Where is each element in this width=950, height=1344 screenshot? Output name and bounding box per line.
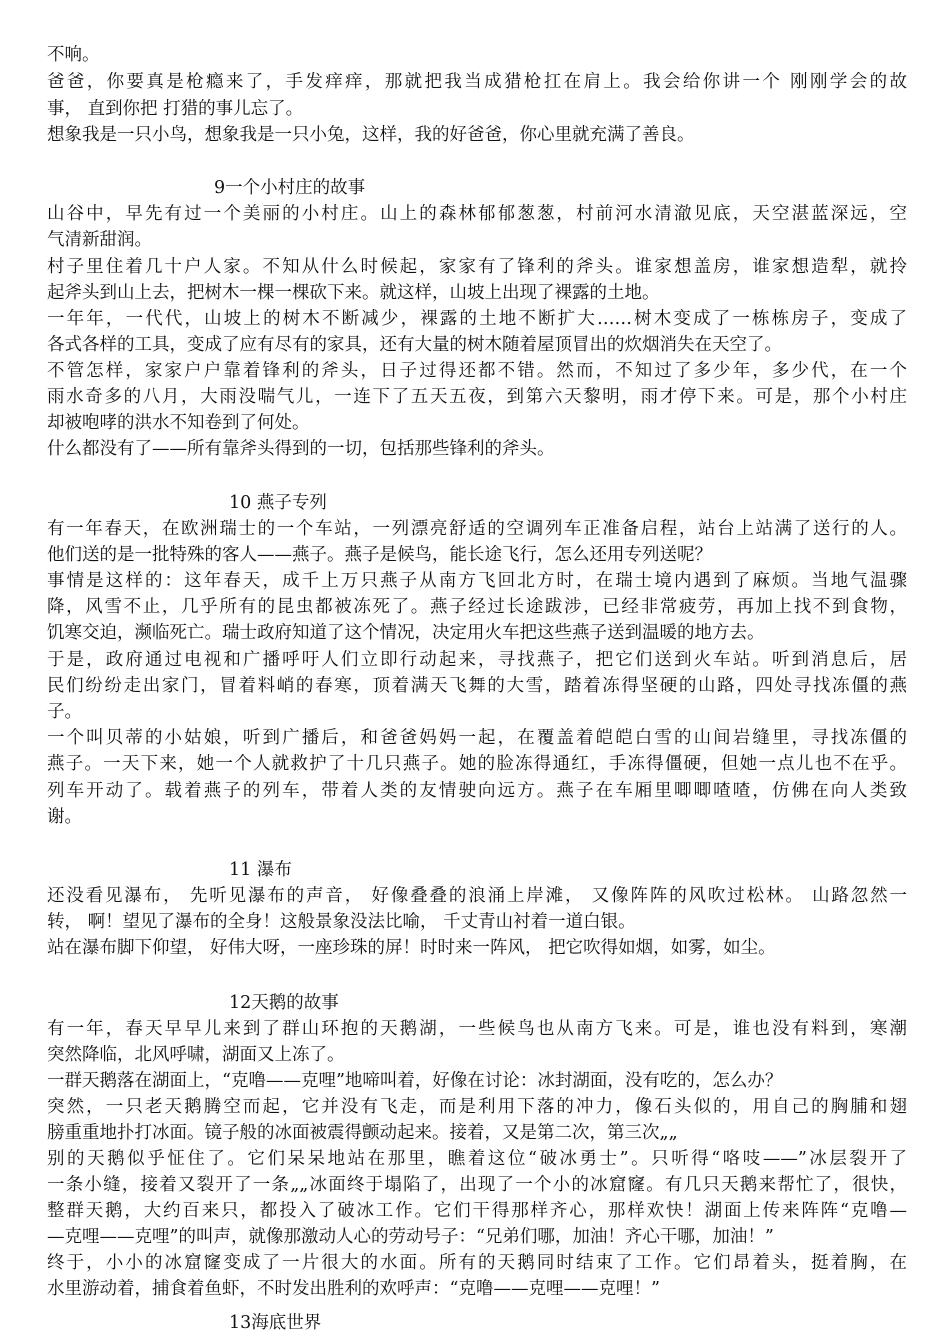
text-line: 列车开动了。载着燕子的列车，带着人类的友情驶向远方。燕子在车厢里唧唧喳喳，仿佛在向人类致 <box>47 781 907 801</box>
text-line: 整群天鹅，大约百来只，都投入了破冰工作。它们干得那样齐心，那样欢快！湖面上传来阵阵“克噜— <box>47 1201 907 1221</box>
text-line: 爸爸，你要真是枪瘾来了，手发痒痒，那就把我当成猎枪扛在肩上。我会给你讲一个 刚刚学会的故 <box>47 72 907 92</box>
text-line: 一群天鹅落在湖面上，“克噜——克哩”地啼叫着，好像在讨论：冰封湖面，没有吃的，怎么办？ <box>47 1071 783 1091</box>
section-title: 12天鹅的故事 <box>229 993 339 1013</box>
text-line: 他们送的是一批特殊的客人——燕子。燕子是候鸟，能长途飞行，怎么还用专列送呢？ <box>47 545 712 565</box>
text-line: 山谷中，早先有过一个美丽的小村庄。山上的森林郁郁葱葱，村前河水清澈见底，天空湛蓝深远，空 <box>47 204 907 224</box>
section-title: 11 瀑布 <box>229 860 292 880</box>
text-line: 终于，小小的冰窟窿变成了一片很大的水面。所有的天鹅同时结束了工作。它们昂着头，挺着胸，在 <box>47 1253 907 1273</box>
text-line: 降，风雪不止，几乎所有的昆虫都被冻死了。燕子经过长途跋涉，已经非常疲劳，再加上找不到食物， <box>47 597 907 617</box>
text-line: 谢。 <box>47 807 82 827</box>
text-line: 突然降临，北风呼啸，湖面又上冻了。 <box>47 1045 345 1065</box>
text-line: 燕子。一天下来，她一个人就救护了十几只燕子。她的脸冻得通红，手冻得僵硬，但她一点儿也不在乎。 <box>47 754 907 774</box>
text-line: 有一年春天，在欧洲瑞士的一个车站，一列漂亮舒适的空调列车正准备启程，站台上站满了送行的人。 <box>47 519 907 539</box>
text-line: 村子里住着几十户人家。不知从什么时候起，家家有了锋利的斧头。谁家想盖房，谁家想造犁，就拎 <box>47 257 907 277</box>
text-line: 雨水奇多的八月，大雨没喘气儿，一连下了五天五夜，到第六天黎明，雨才停下来。可是，那个小村庄 <box>47 387 907 407</box>
text-line: 事情是这样的：这年春天，成千上万只燕子从南方飞回北方时，在瑞士境内遇到了麻烦。当地气温骤 <box>47 571 907 591</box>
text-line: 子。 <box>47 702 82 722</box>
text-line: 别的天鹅似乎怔住了。它们呆呆地站在那里，瞧着这位“破冰勇士”。只听得“咯吱——”冰层裂开了 <box>47 1149 907 1169</box>
text-line: 起斧头到山上去，把树木一棵一棵砍下来。就这样，山坡上出现了裸露的土地。 <box>47 283 660 303</box>
text-line: 一条小缝，接着又裂开了一条„„冰面终于塌陷了，出现了一个小的冰窟窿。有几只天鹅来帮忙了，很快， <box>47 1175 907 1195</box>
text-line: 一个叫贝蒂的小姑娘，听到广播后，和爸爸妈妈一起，在覆盖着皑皑白雪的山间岩缝里，寻找冻僵的 <box>47 728 907 748</box>
text-line: 气清新甜润。 <box>47 230 152 250</box>
text-line: 什么都没有了——所有靠斧头得到的一切，包括那些锋利的斧头。 <box>47 439 555 459</box>
text-line: 饥寒交迫，濒临死亡。瑞士政府知道了这个情况，决定用火车把这些燕子送到温暖的地方去。 <box>47 623 765 643</box>
text-line: 还没看见瀑布， 先听见瀑布的声音， 好像叠叠的浪涌上岸滩， 又像阵阵的风吹过松林。 山路忽然一 <box>47 886 907 906</box>
section-title: 13海底世界 <box>229 1313 322 1333</box>
text-line: 有一年，春天早早儿来到了群山环抱的天鹅湖，一些候鸟也从南方飞来。可是，谁也没有料到，寒潮 <box>47 1019 907 1039</box>
text-line: 于是，政府通过电视和广播呼吁人们立即行动起来，寻找燕子，把它们送到火车站。听到消息后，居 <box>47 650 907 670</box>
text-line: 不响。 <box>47 45 100 65</box>
text-line: 民们纷纷走出家门，冒着料峭的春寒，顶着满天飞舞的大雪，踏着冻得坚硬的山路，四处寻找冻僵的燕 <box>47 676 907 696</box>
text-line: 事， 直到你把 打猎的事儿忘了。 <box>47 99 304 119</box>
text-line: 想象我是一只小鸟，想象我是一只小兔，这样，我的好爸爸，你心里就充满了善良。 <box>47 125 695 145</box>
text-line: 膀重重地扑打冰面。镜子般的冰面被震得颤动起来。接着，又是第二次，第三次„„ <box>47 1123 678 1143</box>
section-title: 9一个小村庄的故事 <box>214 178 366 198</box>
text-line: 一年年，一代代，山坡上的树木不断减少，裸露的土地不断扩大……树木变成了一栋栋房子，变成了 <box>47 309 907 329</box>
text-line: 各式各样的工具，变成了应有尽有的家具，还有大量的树木随着屋顶冒出的炊烟消失在天空了。 <box>47 335 782 355</box>
text-line: 水里游动着，捕食着鱼虾，不时发出胜利的欢呼声：“克噜——克哩——克哩！” <box>47 1279 660 1299</box>
text-line: 站在瀑布脚下仰望， 好伟大呀，一座珍珠的屏！时时来一阵风， 把它吹得如烟，如雾，如尘。 <box>47 938 776 958</box>
text-line: 突然，一只老天鹅腾空而起，它并没有飞走，而是利用下落的冲力，像石头似的，用自己的胸脯和翅 <box>47 1097 907 1117</box>
section-title: 10 燕子专列 <box>229 493 327 513</box>
text-line: —克哩——克哩”的叫声，就像那激动人心的劳动号子：“兄弟们哪，加油！齐心干哪，加油！” <box>47 1227 774 1247</box>
text-line: 转， 啊！望见了瀑布的全身！这般景象没法比喻， 千丈青山衬着一道白银。 <box>47 912 636 932</box>
text-line: 却被咆哮的洪水不知卷到了何处。 <box>47 413 310 433</box>
text-line: 不管怎样，家家户户靠着锋利的斧头，日子过得还都不错。然而，不知过了多少年，多少代，在一个 <box>47 361 907 381</box>
